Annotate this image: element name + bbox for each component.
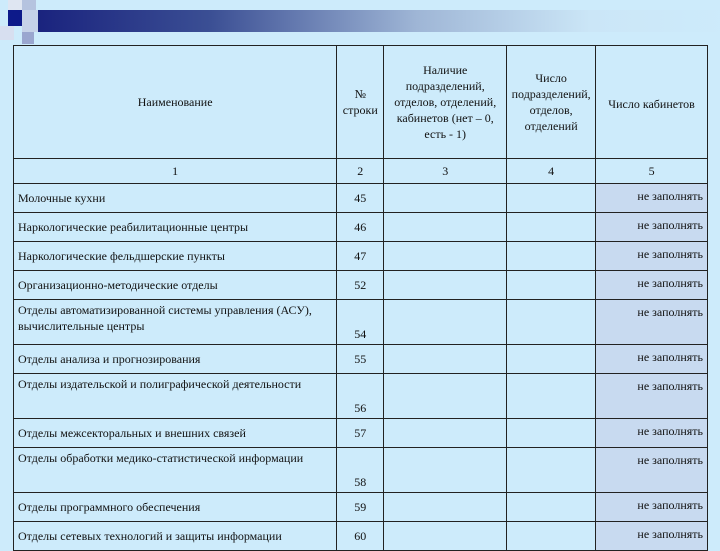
row-name: Организационно-методические отделы xyxy=(14,271,337,300)
row-number: 46 xyxy=(337,213,384,242)
count-rooms-cell: не заполнять xyxy=(596,374,708,419)
count-units-cell[interactable] xyxy=(507,419,596,448)
count-units-cell[interactable] xyxy=(507,522,596,551)
title-gradient-bar xyxy=(38,10,720,32)
row-number: 59 xyxy=(337,493,384,522)
count-units-cell[interactable] xyxy=(507,184,596,213)
presence-cell[interactable] xyxy=(384,345,507,374)
presence-cell[interactable] xyxy=(384,522,507,551)
count-rooms-cell: не заполнять xyxy=(596,271,708,300)
count-units-cell[interactable] xyxy=(507,374,596,419)
row-name: Отделы издательской и полиграфической деятельности xyxy=(14,374,337,419)
presence-cell[interactable] xyxy=(384,493,507,522)
data-table xyxy=(13,45,708,551)
presence-cell[interactable] xyxy=(384,184,507,213)
header-name: Наименование xyxy=(14,46,337,159)
row-number: 57 xyxy=(337,419,384,448)
header-count-rooms: Число кабинетов xyxy=(596,46,708,159)
row-name: Наркологические фельдшерские пункты xyxy=(14,242,337,271)
table-row xyxy=(14,448,708,493)
row-number: 55 xyxy=(337,345,384,374)
table-row xyxy=(14,271,708,300)
row-name: Отделы межсекторальных и внешних связей xyxy=(14,419,337,448)
row-name: Отделы анализа и прогнозирования xyxy=(14,345,337,374)
count-rooms-cell: не заполнять xyxy=(596,242,708,271)
col-number: 5 xyxy=(596,159,708,184)
col-number: 3 xyxy=(384,159,507,184)
table-row xyxy=(14,345,708,374)
row-number: 58 xyxy=(337,448,384,493)
col-number: 4 xyxy=(507,159,596,184)
presence-cell[interactable] xyxy=(384,300,507,345)
count-units-cell[interactable] xyxy=(507,213,596,242)
table-row xyxy=(14,184,708,213)
row-number: 52 xyxy=(337,271,384,300)
presence-cell[interactable] xyxy=(384,242,507,271)
table-row xyxy=(14,374,708,419)
row-name: Молочные кухни xyxy=(14,184,337,213)
row-number: 45 xyxy=(337,184,384,213)
count-units-cell[interactable] xyxy=(507,300,596,345)
header-row-no: № строки xyxy=(337,46,384,159)
count-rooms-cell: не заполнять xyxy=(596,419,708,448)
count-rooms-cell: не заполнять xyxy=(596,522,708,551)
table-row xyxy=(14,493,708,522)
col-number: 2 xyxy=(337,159,384,184)
row-name: Отделы автоматизированной системы управления (АСУ), вычислительные центры xyxy=(14,300,337,345)
count-rooms-cell: не заполнять xyxy=(596,184,708,213)
table-row xyxy=(14,242,708,271)
count-rooms-cell: не заполнять xyxy=(596,213,708,242)
row-number: 56 xyxy=(337,374,384,419)
table-row xyxy=(14,419,708,448)
presence-cell[interactable] xyxy=(384,374,507,419)
column-number-row xyxy=(14,159,708,184)
count-units-cell[interactable] xyxy=(507,242,596,271)
row-number: 47 xyxy=(337,242,384,271)
row-number: 54 xyxy=(337,300,384,345)
row-name: Отделы обработки медико-статистической информации xyxy=(14,448,337,493)
row-name: Отделы программного обеспечения xyxy=(14,493,337,522)
row-number: 60 xyxy=(337,522,384,551)
count-units-cell[interactable] xyxy=(507,493,596,522)
header-presence: Наличие подразделений, отделов, отделений, кабинетов (нет – 0, есть - 1) xyxy=(384,46,507,159)
row-name: Наркологические реабилитационные центры xyxy=(14,213,337,242)
count-rooms-cell: не заполнять xyxy=(596,300,708,345)
count-rooms-cell: не заполнять xyxy=(596,448,708,493)
count-rooms-cell: не заполнять xyxy=(596,493,708,522)
table-row xyxy=(14,522,708,551)
count-units-cell[interactable] xyxy=(507,448,596,493)
count-units-cell[interactable] xyxy=(507,345,596,374)
table-row xyxy=(14,213,708,242)
count-units-cell[interactable] xyxy=(507,271,596,300)
table-row xyxy=(14,300,708,345)
presence-cell[interactable] xyxy=(384,213,507,242)
presence-cell[interactable] xyxy=(384,271,507,300)
col-number: 1 xyxy=(14,159,337,184)
presence-cell[interactable] xyxy=(384,448,507,493)
presence-cell[interactable] xyxy=(384,419,507,448)
header-count-units: Число подразделений, отделов, отделений xyxy=(507,46,596,159)
header-row xyxy=(14,46,708,159)
row-name: Отделы сетевых технологий и защиты информации xyxy=(14,522,337,551)
count-rooms-cell: не заполнять xyxy=(596,345,708,374)
